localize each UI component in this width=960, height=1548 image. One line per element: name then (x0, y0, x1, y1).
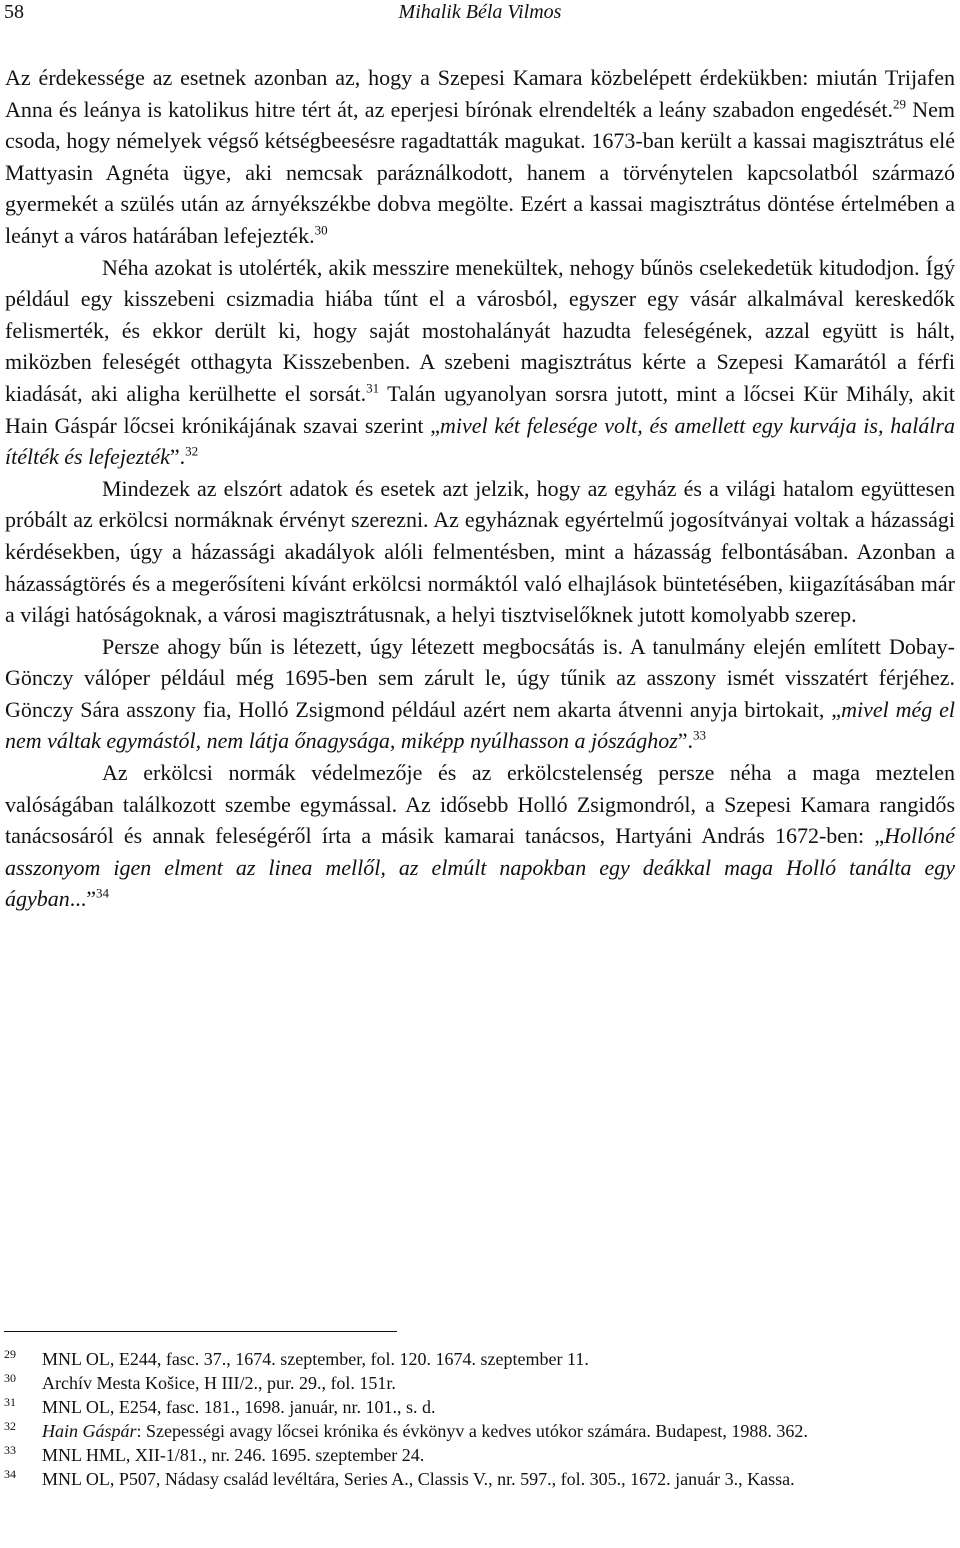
footnote-number: 34 (4, 1467, 16, 1481)
footnote-citation: : Szepességi avagy lőcsei krónika és évkönyv a kedves utókor számára. Budapest, 1988. 362. (136, 1421, 808, 1441)
footnote-ref-33[interactable]: 33 (693, 728, 707, 744)
paragraph-text: ”. (677, 728, 694, 754)
footnote-number: 29 (4, 1347, 16, 1361)
footnote-text (42, 1419, 954, 1443)
paragraph-text: Nem csoda, hogy némelyek végső kétségbeesésre ragadtatták magukat. 1673-ban került a kassai magisztrátus elé Mattyasin Agnéta ügye, aki nemcsak paráználkodott, hanem a törvénytelen kapcsolatból származó gyermekét a szülés után az árnyékszékbe dobva megölte. Ezért a kassai magisztrátus döntése értelmében a leányt a város határában lefejezték. (5, 96, 955, 248)
quotation: mivel két felesége volt, és amellett egy kurvája is, halálra ítélték és lefejezték (5, 412, 955, 470)
quotation: Hollóné asszonyom igen elment az linea mellől, az elmúlt napokban egy deákkal maga Holló tanálta egy ágyban (5, 823, 955, 912)
footnote-ref-31[interactable]: 31 (366, 380, 380, 396)
paragraph-text: Az érdekessége az esetnek azonban az, hogy a Szepesi Kamara közbelépett érdekükben: miután Trijafen Anna és leánya is katolikus hitre tért át, az eperjesi bírónak elrendelték a leány szabadon engedését. (5, 65, 955, 122)
footnote-text: Archív Mesta Košice, H III/2., pur. 29., fol. 151r. (42, 1373, 396, 1393)
footnote-ref-34[interactable]: 34 (96, 886, 110, 902)
paragraph-3 (5, 473, 955, 631)
quotation: mivel még el nem váltak egymástól, nem látja őnagysága, miképp nyúlhasson a jószághoz (5, 696, 956, 754)
footnote-ref-32[interactable]: 32 (185, 443, 199, 459)
paragraph-text: Mindezek az elszórt adatok és esetek azt jelzik, hogy az egyház és a világi hatalom együttesen próbált az erkölcsi normáknak érvényt szerezni. Az egyháznak egyértelmű jogosítványai voltak a házassági kérdésekben, úgy a házassági akadályok alóli felmentésben, mint a házasság felbontásában. Azonban a házasságtörés és a megerősíteni kívánt erkölcsi normáktól való elhajlások büntetésében, kiigazításában már a világi hatóságoknak, a városi magisztrátusnak, a helyi tisztviselőknek jutott komolyabb szerep. (5, 475, 955, 628)
paragraph-4 (5, 631, 955, 757)
footnote-author: Hain Gáspár (42, 1421, 137, 1441)
footnote-number: 31 (4, 1395, 16, 1409)
paragraph-text: Talán ugyanolyan sorsra jutott, mint a lőcsei Kür Mihály, akit Hain Gáspár lőcsei krónikájának szavai szerint „ (5, 380, 955, 438)
main-text (5, 62, 955, 915)
footnote-number: 30 (4, 1371, 16, 1385)
page-header (4, 0, 956, 24)
footnote-ref-29[interactable]: 29 (892, 96, 906, 112)
footnotes (4, 1347, 954, 1491)
footnote-number: 32 (4, 1419, 16, 1433)
footnote-ref-30[interactable]: 30 (314, 222, 328, 238)
footnote-31 (4, 1395, 954, 1419)
page-number: 58 (4, 1, 24, 23)
footnote-32 (4, 1419, 954, 1443)
paragraph-5 (5, 757, 955, 915)
paragraph-text: Az erkölcsi normák védelmezője és az erkölcstelenség persze néha a maga meztelen valóságában találkozott szembe egymással. Az idősebb Holló Zsigmondról, a Szepesi Kamara rangidős tanácsosáról és annak feleségéről írta a másik kamarai tanácsos, Hartyáni András 1672-ben: „ (5, 760, 955, 849)
paragraph-text: Persze ahogy bűn is létezett, úgy létezett megbocsátás is. A tanulmány elején említett Dobay-Gönczy válóper például még 1695-ben sem zárult le, úgy tűnik az asszony ismét visszatért férjéhez. Gönczy Sára asszony fia, Holló Zsigmond például azért nem akarta átvenni anyja birtokait, „ (5, 633, 955, 722)
paragraph-1 (5, 62, 955, 252)
paragraph-text: ...” (69, 886, 97, 912)
footnote-33 (4, 1443, 954, 1467)
footnote-text: MNL HML, XII-1/81., nr. 246. 1695. szeptember 24. (42, 1445, 425, 1465)
footnote-separator (4, 1331, 397, 1332)
footnote-text: MNL OL, E254, fasc. 181., 1698. január, nr. 101., s. d. (42, 1397, 436, 1417)
paragraph-2 (5, 252, 955, 473)
running-title: Mihalik Béla Vilmos (398, 1, 562, 23)
footnote-29 (4, 1347, 954, 1371)
footnote-text: MNL OL, P507, Nádasy család levéltára, Series A., Classis V., nr. 597., fol. 305., 1672. január 3., Kassa. (42, 1469, 795, 1489)
footnote-30 (4, 1371, 954, 1395)
paragraph-text: Néha azokat is utolérték, akik messzire menekültek, nehogy bűnös cselekedetük kitudodjon. Ígý például egy kisszebeni csizmadia hiába tűnt el a városból, egyszer egy vásár alkalmával kereskedők felismerték, és ekkor derült ki, hogy saját mostohalányát hazudta feleségének, azzal együtt is hált, miközben feleségét otthagyta Kisszebenben. A szebeni magisztrátus kérte a Szepesi Kamarától a férfi kiadását, aki aligha kerülhette el sorsát. (5, 254, 955, 406)
footnote-text: MNL OL, E244, fasc. 37., 1674. szeptember, fol. 120. 1674. szeptember 11. (42, 1349, 589, 1369)
footnote-34 (4, 1467, 954, 1491)
paragraph-text: ”. (169, 444, 186, 470)
footnote-number: 33 (4, 1443, 16, 1457)
